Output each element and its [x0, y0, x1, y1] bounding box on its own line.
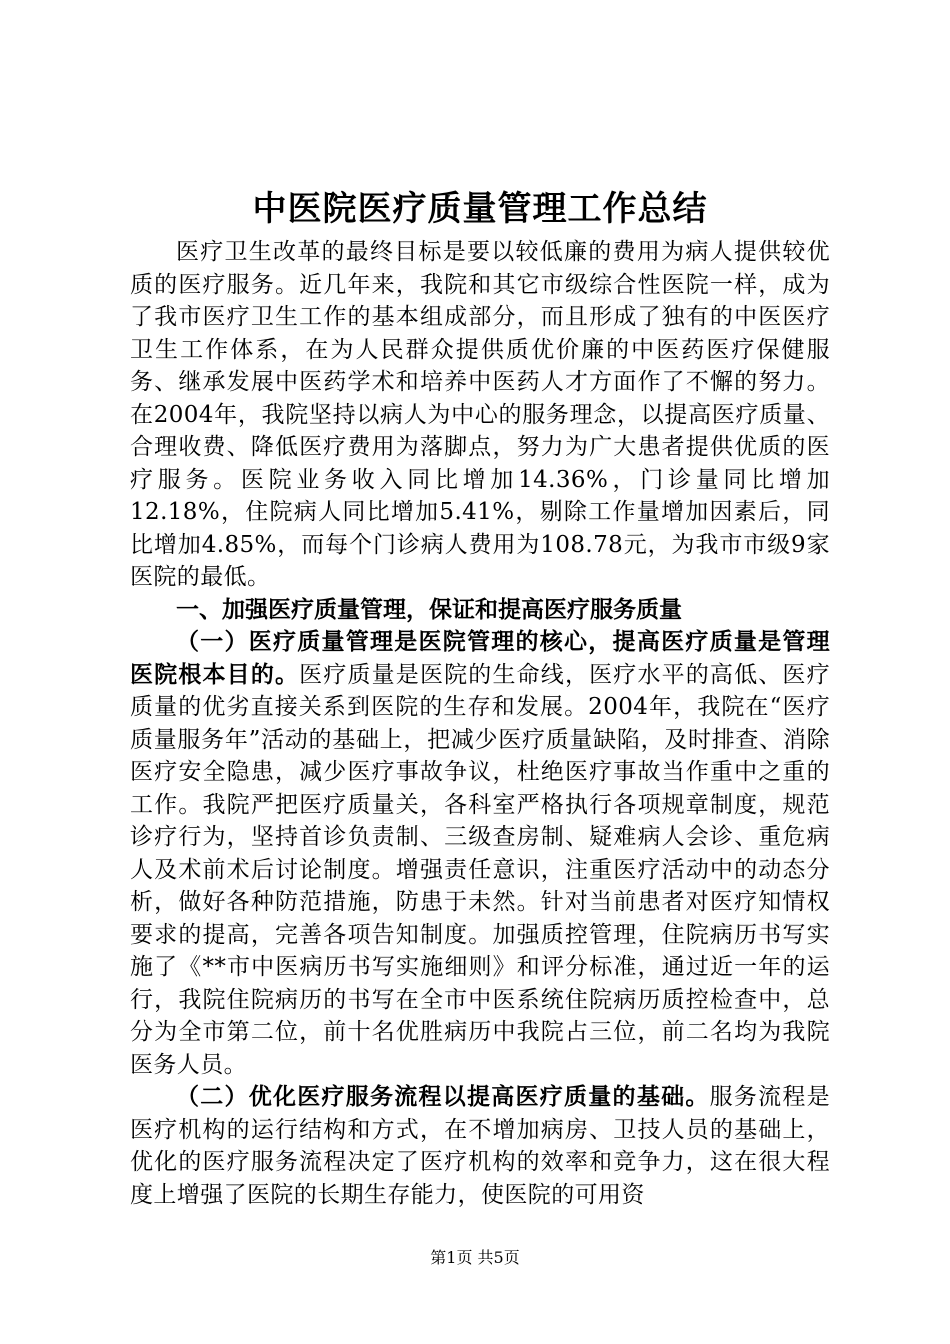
subsection-2-paragraph — [130, 1081, 830, 1211]
page-number-footer: 第1页 共5页 — [430, 1248, 520, 1267]
document-body — [130, 184, 830, 1211]
subsection-1-body: 医疗质量是医院的生命线，医疗水平的高低、医疗质量的优劣直接关系到医院的生存和发展。2004年，我院在“医疗质量服务年”活动的基础上，把减少医疗质量缺陷，及时排查、消除医疗安全隐患，减少医疗事故争议，杜绝医疗事故当作重中之重的工作。我院严把医疗质量关，各科室严格执行各项规章制度，规范诊疗行为，坚持首诊负责制、三级查房制、疑难病人会诊、重危病人及术前术后讨论制度。增强责任意识，注重医疗活动中的动态分析，做好各种防范措施，防患于未然。针对当前患者对医疗知情权要求的提高，完善各项告知制度。加强质控管理，住院病历书写实施了《**市中医病历书写实施细则》和评分标准，通过近一年的运行，我院住院病历的书写在全市中医系统住院病历质控检查中，总分为全市第二位，前十名优胜病历中我院占三位，前二名均为我院医务人员。 — [130, 661, 830, 1078]
subsection-1-paragraph — [130, 626, 830, 1081]
subsection-2-body: 服务流程是医疗机构的运行结构和方式，在不增加病房、卫技人员的基础上，优化的医疗服务流程决定了医疗机构的效率和竞争力，这在很大程度上增强了医院的长期生存能力，使医院的可用资 — [130, 1084, 830, 1208]
document-title: 中医院医疗质量管理工作总结 — [252, 189, 708, 229]
subsection-2-heading: （二）优化医疗服务流程以提高医疗质量的基础。 — [176, 1084, 710, 1110]
section-heading-1: 一、加强医疗质量管理，保证和提高医疗服务质量 — [176, 596, 682, 623]
subsection-1-heading: （一）医疗质量管理是医院管理的核心，提高医疗质量是管理医院根本目的。 — [130, 629, 830, 688]
intro-paragraph: 医疗卫生改革的最终目标是要以较低廉的费用为病人提供较优质的医疗服务。近几年来，我院和其它市级综合性医院一样，成为了我市医疗卫生工作的基本组成部分，而且形成了独有的中医医疗卫生工作体系，在为人民群众提供质优价廉的中医药医疗保健服务、继承发展中医药学术和培养中医药人才方面作了不懈的努力。在2004年，我院坚持以病人为中心的服务理念，以提高医疗质量、合理收费、降低医疗费用为落脚点，努力为广大患者提供优质的医疗服务。医院业务收入同比增加14.36%，门诊量同比增加12.18%，住院病人同比增加5.41%，剔除工作量增加因素后，同比增加4.85%，而每个门诊病人费用为108.78元，为我市市级9家医院的最低。 — [130, 239, 830, 590]
